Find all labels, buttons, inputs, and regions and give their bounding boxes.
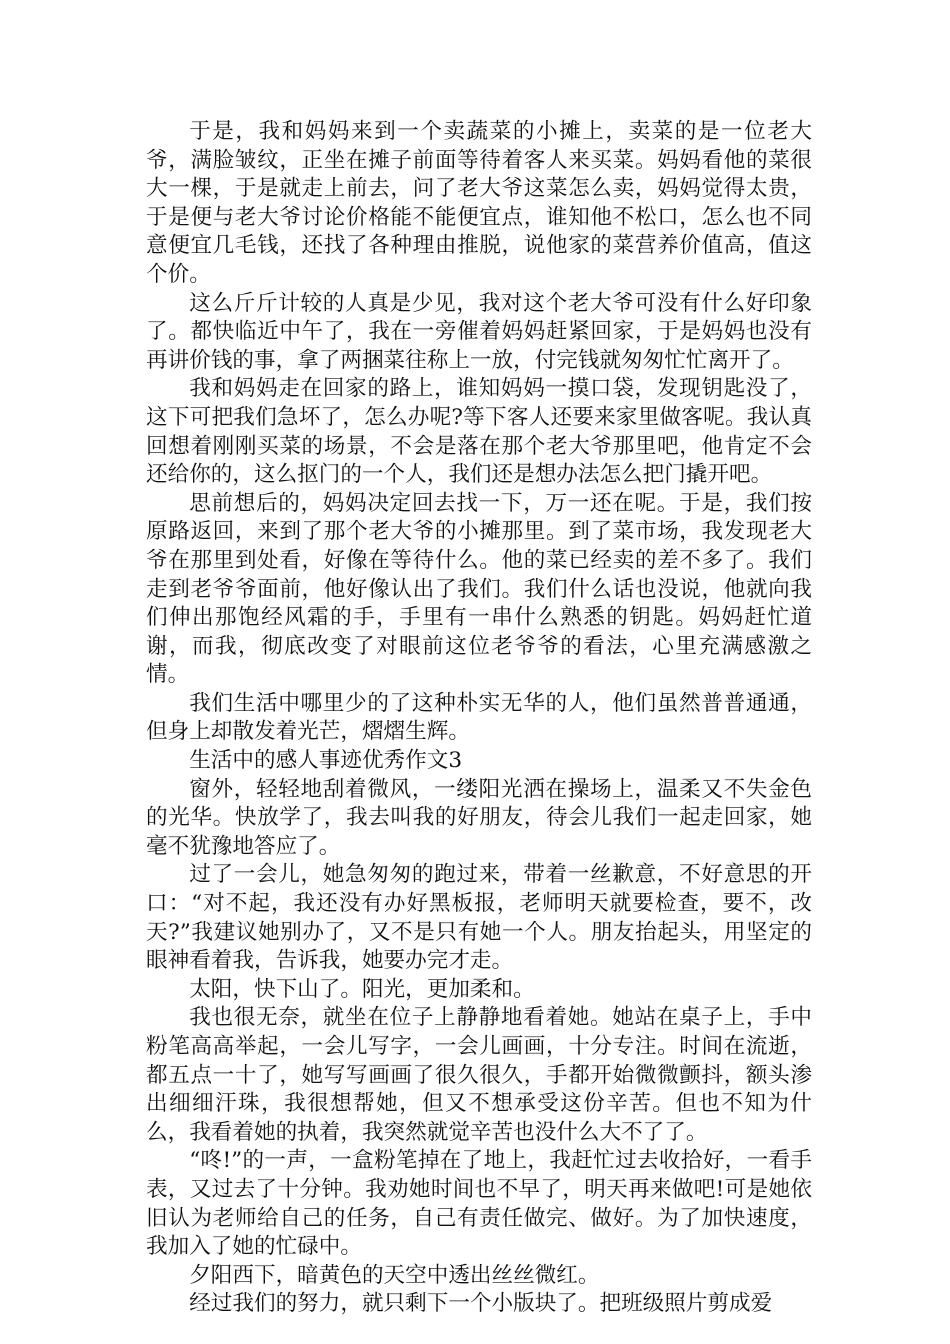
- paragraph: 这么斤斤计较的人真是少见，我对这个老大爷可没有什么好印象了。都快临近中午了，我在一旁催着妈妈赶紧回家，于是妈妈也没有再讲价钱的事，拿了两捆菜往称上一放，付完钱就匆匆忙忙离开了。: [146, 290, 812, 373]
- paragraph: 我们生活中哪里少的了这种朴实无华的人，他们虽然普普通通，但身上却散发着光芒，熠熠生辉。: [146, 690, 812, 745]
- paragraph: 窗外，轻轻地刮着微风，一缕阳光洒在操场上，温柔又不失金色的光华。快放学了，我去叫我的好朋友，待会儿我们一起走回家，她毫不犹豫地答应了。: [146, 776, 812, 859]
- paragraph: 过了一会儿，她急匆匆的跑过来，带着一丝歉意，不好意思的开口：“对不起，我还没有办好黑板报，老师明天就要检查，要不，改天?”我建议她别办了，又不是只有她一个人。朋友抬起头，用坚定的眼神看着我，告诉我，她要办完才走。: [146, 862, 812, 974]
- paragraph: 太阳，快下山了。阳光，更加柔和。: [189, 976, 535, 1002]
- document-body: [146, 118, 812, 1319]
- paragraph: “咚!”的一声，一盒粉笔掉在了地上，我赶忙过去收拾好，一看手表，又过去了十分钟。我劝她时间也不早了，明天再来做吧!可是她依旧认为老师给自己的任务，自己有责任做完、做好。为了加快速度，我加入了她的忙碌中。: [146, 1148, 812, 1260]
- paragraph: 夕阳西下，暗黄色的天空中透出丝丝微红。: [189, 1262, 600, 1288]
- paragraph: 经过我们的努力，就只剩下一个小版块了。把班级照片剪成爱: [189, 1291, 773, 1317]
- paragraph: 我和妈妈走在回家的路上，谁知妈妈一摸口袋，发现钥匙没了，这下可把我们急坏了，怎么办呢?等下客人还要来家里做客呢。我认真回想着刚刚买菜的场景，不会是落在那个老大爷那里吧，他肯定不会还给你的，这么抠门的一个人，我们还是想办法怎么把门撬开吧。: [146, 376, 812, 488]
- paragraph: 思前想后的，妈妈决定回去找一下，万一还在呢。于是，我们按原路返回，来到了那个老大爷的小摊那里。到了菜市场，我发现老大爷在那里到处看，好像在等待什么。他的菜已经卖的差不多了。我们走到老爷爷面前，他好像认出了我们。我们什么话也没说，他就向我们伸出那饱经风霜的手，手里有一串什么熟悉的钥匙。妈妈赶忙道谢，而我，彻底改变了对眼前这位老爷爷的看法，心里充满感激之情。: [146, 490, 812, 688]
- paragraph: 于是，我和妈妈来到一个卖蔬菜的小摊上，卖菜的是一位老大爷，满脸皱纹，正坐在摊子前面等待着客人来买菜。妈妈看他的菜很大一棵，于是就走上前去，问了老大爷这菜怎么卖，妈妈觉得太贵，于是便与老大爷讨论价格能不能便宜点，谁知他不松口，怎么也不同意便宜几毛钱，还找了各种理由推脱，说他家的菜营养价值高，值这个价。: [146, 119, 812, 287]
- section-heading: 生活中的感人事迹优秀作文3: [189, 748, 463, 774]
- paragraph: 我也很无奈，就坐在位子上静静地看着她。她站在桌子上，手中粉笔高高举起，一会儿写字，一会儿画画，十分专注。时间在流逝，都五点一十了，她写写画画了很久很久，手都开始微微颤抖，额头渗出细细汗珠，我很想帮她，但又不想承受这份辛苦。但也不知为什么，我看着她的执着，我突然就觉辛苦也没什么大不了了。: [146, 1005, 812, 1145]
